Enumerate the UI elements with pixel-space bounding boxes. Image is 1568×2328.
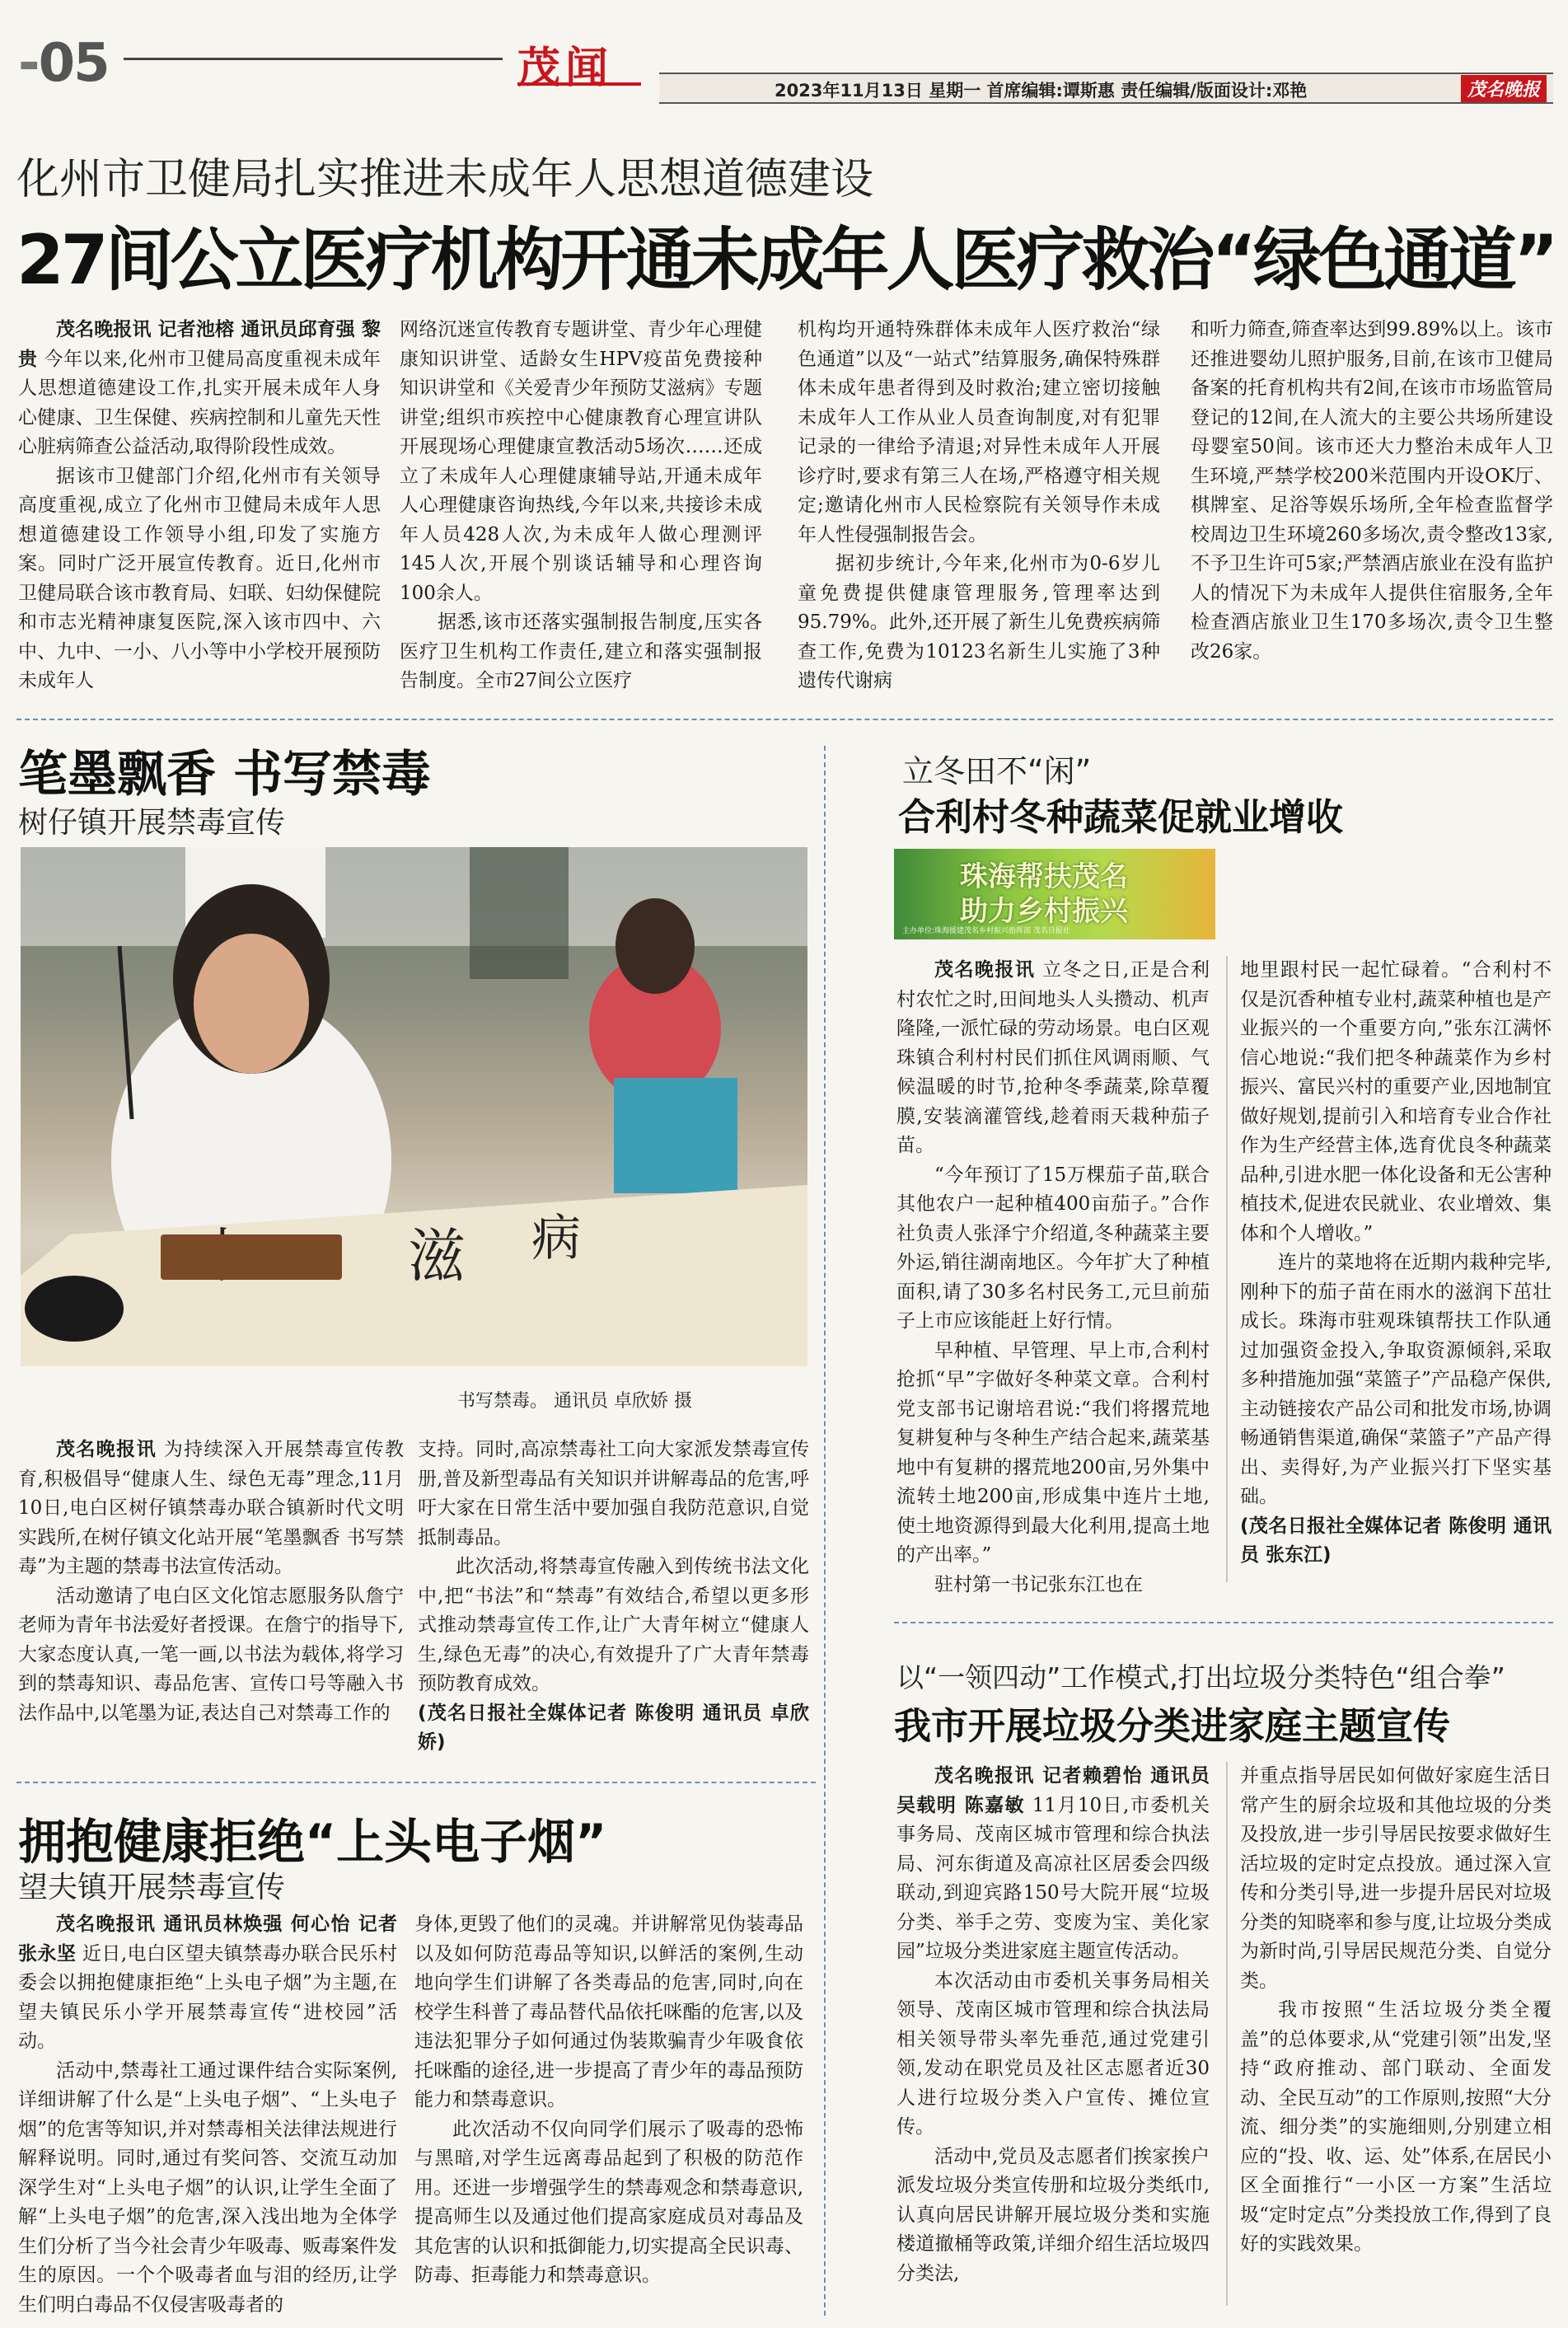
story3-headline: 合利村冬种蔬菜促就业增收: [898, 795, 1344, 839]
story5-headline: 我市开展垃圾分类进家庭主题宣传: [894, 1704, 1451, 1748]
story4-headline: 拥抱健康拒绝“上头电子烟”: [18, 1814, 607, 1870]
story4-column-1: 茂名晚报讯 通讯员林焕强 何心怡 记者张永坚 近日,电白区望夫镇禁毒办联合民乐村委会以拥抱健康拒绝“上头电子烟”为主题,在望夫镇民乐小学开展禁毒宣传“进校园”活动。 活动中,禁毒社工通过课件结合实际案例,详细讲解了什么是“上头电子烟”、“上头电子烟”的危害等知识,并对禁毒相关法律法规进行解释说明。同时,通过有奖问答、交流互动加深学生对“上头电子烟”的认识,让学生全面了解“上头电子烟”的危害,深入浅出地为全体学生们分析了当今社会青少年吸毒、贩毒案件发生的原因。一个个吸毒者血与泪的经历,让学生们明白毒品不仅侵害吸毒者的: [18, 1913, 398, 2316]
story2-photo: [21, 847, 807, 1366]
story4-column-2: 身体,更毁了他们的灵魂。并讲解常见伪装毒品以及如何防范毒品等知识,以鲜活的案例,生动地向学生们讲解了各类毒品的危害,同时,向在校学生科普了毒品替代品依托咪酯的危害,以及违法犯罪分子如何通过伪装欺骗青少年吸食依托咪酯的途径,进一步提高了青少年的毒品预防能力和禁毒意识。 此次活动不仅向同学们展示了吸毒的恐怖与黑暗,对学生远离毒品起到了积极的防范作用。还进一步增强学生的禁毒观念和禁毒意识,提高师生以及通过他们提高家庭成员对毒品及其危害的认识和抵御能力,切实提高全民识毒、防毒、拒毒能力和禁毒意识。: [414, 1913, 803, 2286]
story1-column-1: 茂名晚报讯 记者池榕 通讯员邱育强 黎贵 今年以来,化州市卫健局高度重视未成年人思想道德建设工作,扎实开展未成年人身心健康、卫生保健、疾病控制和儿童先天性心脏病筛查公益活动,取得阶段性成效。 据该市卫健部门介绍,化州市有关领导高度重视,成立了化州市卫健局未成年人思想道德建设工作领导小组,印发了实施方案。同时广泛开展宣传教育。近日,化州市卫健局联合该市教育局、妇联、妇幼保健院和市志光精神康复医院,深入该市四中、六中、九中、一小、八小等中小学校开展预防未成年人: [18, 319, 381, 691]
separator-middle: [824, 746, 826, 2316]
story5-column-1: 茂名晚报讯 记者赖碧怡 通讯员吴载明 陈嘉敏 11月10日,市委机关事务局、茂南区城市管理和综合执法局、河东街道及高凉社区居委会四级联动,到迎宾路150号大院开展“垃圾分类、举手之劳、变废为宝、美化家园”垃圾分类进家庭主题宣传活动。 本次活动由市委机关事务局相关领导、茂南区城市管理和综合执法局相关领导带头率先垂范,通过党建引领,发动在职党员及社区志愿者近30人进行垃圾分类入户宣传、摊位宣传。 活动中,党员及志愿者们挨家挨户派发垃圾分类宣传册和垃圾分类纸巾,认真向居民讲解开展垃圾分类和实施楼道撤桶等政策,详细介绍生活垃圾四分类法,: [896, 1765, 1210, 2284]
date-line: 2023年11月13日 星期一 首席编辑:谭斯惠 责任编辑/版面设计:邓艳: [775, 81, 1308, 101]
rural-revitalization-banner: [894, 849, 1215, 939]
story2-headline: 笔墨飘香 书写禁毒: [18, 746, 431, 803]
paper-logo: 茂名晚报: [1461, 75, 1547, 102]
story2-column-2: 支持。同时,高凉禁毒社工向大家派发禁毒宣传册,普及新型毒品有关知识并讲解毒品的危害,呼吁大家在日常生活中要加强自我防范意识,自觉抵制毒品。 此次活动,将禁毒宣传融入到传统书法文化中,把“书法”和“禁毒”有效结合,希望以更多形式推动禁毒宣传工作,让广大青年树立“健康人生,绿色无毒”的决心,有效提升了广大青年禁毒预防教育成效。 (茂名日报社全媒体记者 陈俊明 通讯员 卓欣娇): [418, 1439, 809, 1753]
banner-line-2: 助力乡村振兴: [960, 895, 1128, 928]
story5-column-2: 并重点指导居民如何做好家庭生活日常产生的厨余垃圾和其他垃圾的分类及投放,进一步引导居民按要求做好生活垃圾的定时定点投放。通过深入宣传和分类引导,进一步提升居民对垃圾分类的知晓率和参与度,让垃圾分类成为新时尚,引导居民规范分类、自觉分类。 我市按照“生活垃圾分类全覆盖”的总体要求,从“党建引领”出发,坚持“政府推动、部门联动、全面发动、全民互动”的工作原则,按照“大分流、细分类”的实施细则,分别建立相应的“投、收、运、处”体系,在居民小区全面推行“一小区一方案”生活垃圾“定时定点”分类投放工作,得到了良好的实践效果。: [1240, 1765, 1552, 2255]
separator-right-lower: [894, 1622, 1553, 1623]
separator-story5-columns: [1226, 1762, 1228, 2306]
story2-column-1: 茂名晚报讯 为持续深入开展禁毒宣传教育,积极倡导“健康人生、绿色无毒”理念,11月10日,电白区树仔镇禁毒办联合镇新时代文明实践所,在树仔镇文化站开展“笔墨飘香 书写禁毒”为主题的禁毒书法宣传活动。 活动邀请了电白区文化馆志愿服务队詹宁老师为青年书法爱好者授课。在詹宁的指导下,大家态度认真,一笔一画,以书法为载体,将学习到的禁毒知识、毒品危害、宣传口号等融入书法作品中,以笔墨为证,表达自己对禁毒工作的: [18, 1439, 405, 1724]
page-number: -05: [18, 33, 109, 94]
story5-kicker: 以“一领四动”工作模式,打出垃圾分类特色“组合拳”: [896, 1661, 1505, 1693]
story1-column-2: 网络沉迷宣传教育专题讲堂、青少年心理健康知识讲堂、适龄女生HPV疫苗免费接种知识讲堂和《关爱青少年预防艾滋病》专题讲堂;组织市疾控中心健康教育心理宣讲队开展现场心理健康宣教活动5场次……还成立了未成年人心理健康辅导站,开通未成年人心理健康咨询热线,今年以来,共接诊未成年人员428人次,为未成年人做心理测评145人次,开展个别谈话辅导和心理咨询100余人。 据悉,该市还落实强制报告制度,压实各医疗卫生机构工作责任,建立和落实强制报告制度。全市27间公立医疗: [400, 319, 762, 691]
story1-headline: 27间公立医疗机构开通未成年人医疗救治“绿色通道”: [16, 220, 1556, 300]
story2-subhead: 树仔镇开展禁毒宣传: [18, 806, 286, 840]
banner-line-1: 珠海帮扶茂名: [960, 860, 1128, 893]
story3-column-2: 地里跟村民一起忙碌着。“合利村不仅是沉香种植专业村,蔬菜种植也是产业振兴的一个重要方向,”张东江满怀信心地说:“我们把冬种蔬菜作为乡村振兴、富民兴村的重要产业,因地制宜做好规划,提前引入和培育专业合作社作为生产经营主体,选育优良冬种蔬菜品种,引进水肥一体化设备和无公害种植技术,促进农民就业、农业增效、集体和个人增收。” 连片的菜地将在近期内栽种完毕,刚种下的茄子苗在雨水的滋润下茁壮成长。珠海市驻观珠镇帮扶工作队通过加强资金投入,争取资源倾斜,采取多种措施加强“菜篮子”产品稳产保供,主动链接农产品公司和批发市场,协调畅通销售渠道,确保“菜篮子”产品产得出、卖得好,为产业振兴打下坚实基础。 (茂名日报社全媒体记者 陈俊明 通讯员 张东江): [1240, 959, 1552, 1566]
masthead-rule: [124, 58, 503, 60]
story1-column-3: 机构均开通特殊群体未成年人医疗救治“绿色通道”以及“一站式”结算服务,确保特殊群体未成年患者得到及时救治;建立密切接触未成年人工作从业人员查询制度,对有犯罪记录的一律给予清退;对异性未成年人开展诊疗时,要求有第三人在场,严格遵守相关规定;邀请化州市人民检察院有关领导作未成年人性侵强制报告会。 据初步统计,今年来,化州市为0-6岁儿童免费提供健康管理服务,管理率达到95.79%。此外,还开展了新生儿免费疾病筛查工作,免费为10123名新生儿实施了3种遗传代谢病: [798, 319, 1161, 691]
story1-column-4: 和听力筛查,筛查率达到99.89%以上。该市还推进婴幼儿照护服务,目前,在该市卫健局备案的托育机构共有2间,在该市市场监管局登记的12间,在人流大的主要公共场所建设母婴室50间。该市还大力整治未成年人卫生环境,严禁学校200米范围内开设OK厅、棋牌室、足浴等娱乐场所,全年检查监督学校周边卫生环境260多场次,责令整改13家,不予卫生许可5家;严禁酒店旅业在没有监护人的情况下为未成年人提供住宿服务,全年检查酒店旅业卫生170多场次,责令卫生整改26家。: [1191, 319, 1554, 663]
svg-text:滋: 滋: [408, 1222, 466, 1290]
story1-kicker: 化州市卫健局扎实推进未成年人思想道德建设: [16, 155, 874, 204]
story2-photo-caption: 书写禁毒。 通讯员 卓欣娇 摄: [457, 1391, 692, 1412]
calligraphy-scene-illustration: [21, 847, 807, 1366]
separator-left-lower: [16, 1782, 816, 1783]
story4-subhead: 望夫镇开展禁毒宣传: [18, 1871, 286, 1904]
separator-story3-columns: [1226, 956, 1228, 1582]
separator-top: [16, 719, 1553, 720]
story3-kicker: 立冬田不“闲”: [902, 753, 1092, 789]
story3-column-1: 茂名晚报讯 立冬之日,正是合利村农忙之时,田间地头人头攒动、机声隆隆,一派忙碌的劳动场景。电白区观珠镇合利村村民们抓住风调雨顺、气候温暖的时节,抢种冬季蔬菜,除草覆膜,安装滴灌管线,趁着雨天栽种茄子苗。 “今年预订了15万棵茄子苗,联合其他农户一起种植400亩茄子。”合作社负责人张泽宁介绍道,冬种蔬菜主要外运,销往湖南地区。今年扩大了种植面积,请了30多名村民务工,元旦前茄子上市应该能赶上好行情。 早种植、早管理、早上市,合利村抢抓“早”字做好冬种菜文章。合利村党支部书记谢培君说:“我们将撂荒地复耕复种与冬种生产结合起来,蔬菜基地中有复耕的撂荒地200亩,另外集中流转土地200亩,形成集中连片土地,使土地资源得到最大化利用,提高土地的产出率。” 驻村第一书记张东江也在: [896, 959, 1210, 1595]
svg-text:病: 病: [531, 1210, 581, 1267]
section-title: 茂闻: [517, 33, 641, 86]
masthead-bar: [659, 73, 1553, 104]
banner-sponsor: 主办单位:珠海援建茂名乡村振兴指挥部 茂名日报社: [902, 927, 1070, 935]
